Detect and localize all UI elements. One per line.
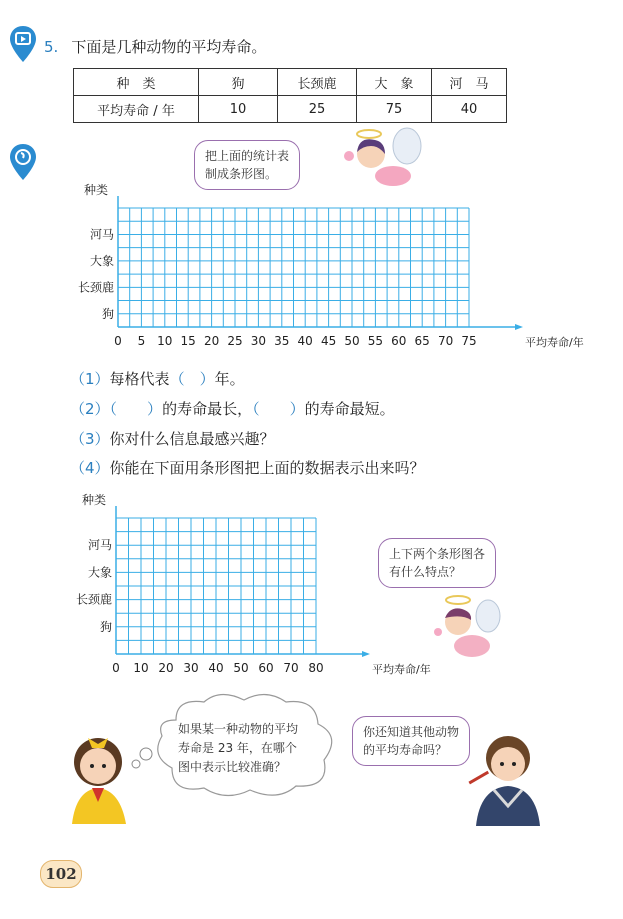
table-cell: 25	[278, 96, 357, 123]
x-tick-label: 50	[233, 661, 249, 675]
bubble-line: 上下两个条形图各	[389, 547, 486, 561]
category-label: 狗	[99, 619, 112, 634]
table-header-row	[74, 69, 507, 96]
x-axis-arrow	[515, 324, 523, 330]
table-cell: 10	[199, 96, 278, 123]
question-text: 每格代表	[109, 370, 170, 388]
table-cell: 75	[357, 96, 432, 123]
bubble-line: 有什么特点？	[389, 565, 462, 579]
x-axis-title: 平均寿命/年	[372, 663, 431, 676]
x-tick-label: 60	[258, 661, 274, 675]
question-3	[70, 428, 275, 449]
x-tick-label: 80	[308, 661, 324, 675]
question-text: 的寿命最短。	[304, 400, 395, 418]
x-tick-label: 45	[320, 334, 337, 348]
question-text: 的寿命最长，	[162, 400, 253, 418]
boy-illustration	[464, 728, 548, 828]
table-header-cell: 大 象	[357, 69, 432, 96]
x-tick-label: 50	[344, 334, 360, 348]
x-tick-label: 70	[283, 661, 299, 675]
answer-blank[interactable]: （ ）	[109, 400, 163, 418]
x-tick-label: 10	[133, 661, 149, 675]
x-tick-label: 60	[391, 334, 407, 348]
table-cell: 40	[432, 96, 507, 123]
x-tick-label: 30	[183, 661, 199, 675]
bubble-line: 把上面的统计表	[205, 149, 290, 163]
y-axis-title: 种类	[81, 493, 106, 507]
x-tick-label: 0	[114, 334, 122, 348]
question-number: （2）	[70, 400, 110, 418]
x-tick-label: 25	[227, 334, 243, 348]
x-tick-label: 15	[180, 334, 196, 348]
answer-blank[interactable]: （ ）	[169, 370, 215, 388]
question-2	[70, 398, 395, 419]
table-header-cell: 长颈鹿	[278, 69, 357, 96]
bar-chart-grid-1	[60, 176, 584, 352]
think-section-icon	[8, 142, 38, 182]
thinking-girl-illustration	[58, 724, 158, 828]
problem-heading	[44, 36, 266, 57]
x-tick-label: 70	[437, 334, 454, 348]
lifespan-table	[73, 68, 507, 123]
question-text: 你对什么信息最感兴趣？	[109, 430, 275, 448]
video-section-icon	[8, 24, 38, 64]
question-text: 你能在下面用条形图把上面的数据表示出来吗？	[109, 459, 425, 477]
category-label: 河马	[89, 227, 114, 242]
x-tick-label: 5	[137, 334, 146, 348]
speech-bubble-other-animals	[352, 716, 470, 766]
table-row	[74, 96, 507, 123]
table-header-cell: 河 马	[432, 69, 507, 96]
x-tick-label: 20	[203, 334, 220, 348]
question-text: 年。	[214, 370, 245, 388]
cloud-line: 寿命是 23 年，在哪个	[178, 741, 297, 755]
page-number: 102	[40, 860, 82, 888]
x-tick-label: 0	[112, 661, 120, 675]
bubble-line: 的平均寿命吗？	[363, 743, 448, 757]
answer-blank[interactable]: （ ）	[252, 400, 305, 418]
question-4	[70, 457, 425, 478]
x-tick-label: 20	[158, 661, 174, 675]
cloud-line: 图中表示比较准确？	[178, 760, 287, 774]
x-tick-label: 65	[414, 334, 430, 348]
category-label: 长颈鹿	[77, 280, 114, 295]
problem-text: 下面是几种动物的平均寿命。	[71, 38, 267, 56]
x-tick-label: 40	[297, 334, 313, 348]
thought-cloud-text	[178, 720, 298, 777]
category-label: 河马	[87, 538, 112, 553]
x-tick-label: 55	[367, 334, 384, 348]
category-label: 大象	[89, 253, 114, 268]
category-label: 大象	[87, 565, 112, 580]
question-1	[70, 368, 245, 389]
x-tick-label: 10	[157, 334, 173, 348]
table-cell: 平均寿命 / 年	[74, 96, 199, 123]
x-tick-label: 30	[250, 334, 267, 348]
bubble-line: 制成条形图。	[205, 167, 278, 181]
cloud-line: 如果某一种动物的平均	[178, 722, 299, 736]
x-tick-label: 35	[274, 334, 290, 348]
speech-bubble-chart-features	[378, 538, 496, 588]
problem-number: 5.	[44, 38, 59, 56]
angel-boy-illustration	[428, 592, 508, 664]
category-label: 长颈鹿	[75, 592, 112, 607]
bubble-line: 你还知道其他动物	[363, 725, 460, 739]
question-number: （1）	[70, 370, 110, 388]
x-tick-label: 40	[208, 661, 224, 675]
x-axis-arrow	[362, 651, 370, 657]
y-axis-title: 种类	[83, 183, 108, 197]
question-number: （4）	[70, 459, 110, 477]
x-tick-label: 75	[461, 334, 477, 348]
table-header-cell: 狗	[199, 69, 278, 96]
question-number: （3）	[70, 430, 110, 448]
category-label: 狗	[101, 306, 114, 321]
table-header-cell: 种 类	[74, 69, 199, 96]
x-axis-title: 平均寿命/年	[525, 336, 584, 349]
